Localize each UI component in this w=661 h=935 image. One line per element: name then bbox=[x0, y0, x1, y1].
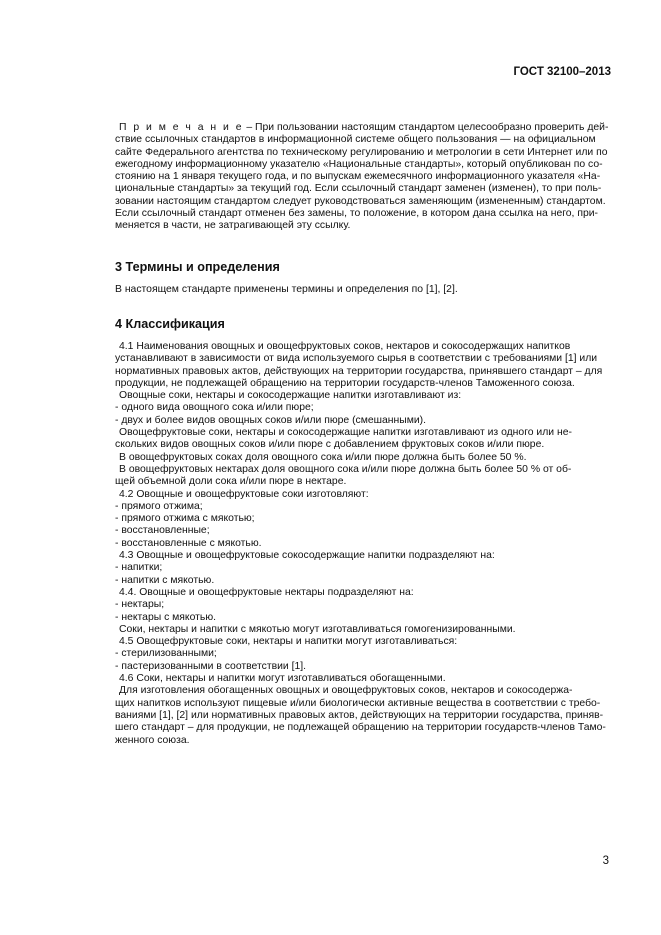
section-4-line: В овощефруктовых соках доля овощного сока и/или пюре должна быть более 50 %. bbox=[119, 451, 527, 463]
section-4-line: продукции, не подлежащей обращению на территории государств-членов Таможенного союза. bbox=[115, 377, 575, 389]
standard-header: ГОСТ 32100–2013 bbox=[513, 66, 611, 78]
note-line: ежегодному информационному указателю «Национальные стандарты», который опубликован по со- bbox=[115, 158, 603, 170]
section-4-line: В овощефруктовых нектарах доля овощного сока и/или пюре должна быть более 50 % от об- bbox=[119, 463, 572, 475]
section-4-heading: 4 Классификация bbox=[115, 317, 225, 331]
section-4-line: 4.6 Соки, нектары и напитки могут изготавливаться обогащенными. bbox=[119, 673, 446, 685]
section-4-line: - одного вида овощного сока и/или пюре; bbox=[115, 402, 314, 414]
section-4-line: ваниями [1], [2] или нормативных правовых актов, действующих на территории государства, приняв- bbox=[115, 709, 604, 721]
section-4-line: скольких видов овощных соков и/или пюре с добавлением фруктовых соков и/или пюре. bbox=[115, 439, 545, 451]
section-4-line: 4.5 Овощефруктовые соки, нектары и напитки могут изготавливаться: bbox=[119, 636, 458, 648]
section-3-heading: 3 Термины и определения bbox=[115, 260, 280, 274]
section-4-line: - пастеризованными в соответствии [1]. bbox=[115, 660, 307, 672]
section-4-line: - восстановленные; bbox=[115, 525, 210, 537]
section-4-line: шего стандарт – для продукции, не подлежащей обращению на территории государств-членов Тамо- bbox=[115, 722, 606, 734]
section-4-line: щих напитков используют пищевые и/или биологически активные вещества в соответствии с требо- bbox=[115, 697, 601, 709]
section-4-line: 4.4. Овощные и овощефруктовые нектары подразделяют на: bbox=[119, 586, 414, 598]
section-4-line: - двух и более видов овощных соков и/или пюре (смешанными). bbox=[115, 414, 427, 426]
section-4-line: Овощные соки, нектары и сокосодержащие напитки изготавливают из: bbox=[119, 390, 462, 402]
section-4-line: - напитки с мякотью. bbox=[115, 574, 215, 586]
section-4-line: Для изготовления обогащенных овощных и овощефруктовых соков, нектаров и сокосодержа- bbox=[119, 685, 573, 697]
section-4-line: - восстановленные с мякотью. bbox=[115, 537, 262, 549]
section-4-line: устанавливают в зависимости от вида используемого сырья в соответствии с требованиями [1] или bbox=[115, 353, 598, 365]
section-4-line: нормативных правовых актов, действующих на территории государства, принявшего стандарт – для bbox=[115, 365, 603, 377]
note-line: Если ссылочный стандарт отменен без замены, то положение, в котором дана ссылка на него, при- bbox=[115, 208, 599, 220]
note-line: зовании настоящим стандартом следует руководствоваться заменяющим (измененным) стандартом. bbox=[115, 195, 606, 207]
note-line: П р и м е ч а н и е – При пользовании настоящим стандартом целесообразно проверить дей- bbox=[119, 122, 609, 133]
section-4-line: - нектары с мякотью. bbox=[115, 611, 216, 623]
note-block bbox=[115, 122, 613, 233]
section-4-line: - нектары; bbox=[115, 599, 165, 611]
section-4-line: - стерилизованными; bbox=[115, 648, 217, 660]
section-3 bbox=[115, 260, 613, 296]
section-4-line: Соки, нектары и напитки с мякотью могут изготавливаться гомогенизированными. bbox=[119, 623, 516, 635]
section-3-text: В настоящем стандарте применены термины и определения по [1], [2]. bbox=[115, 284, 458, 295]
note-line: ствие ссылочных стандартов в информационной системе общего пользования — на официальном bbox=[115, 134, 596, 146]
page-number: 3 bbox=[602, 855, 609, 867]
section-4-line: - напитки; bbox=[115, 562, 163, 574]
note-line: меняется в части, не затрагивающей эту ссылку. bbox=[115, 220, 351, 232]
section-4-line: 4.3 Овощные и овощефруктовые сокосодержащие напитки подразделяют на: bbox=[119, 550, 495, 562]
section-4-line: 4.1 Наименования овощных и овощефруктовых соков, нектаров и сокосодержащих напитков bbox=[119, 341, 571, 352]
note-line: стоянию на 1 января текущего года, и по выпускам ежемесячного информационного указателя «На- bbox=[115, 171, 601, 183]
section-4-line: женного союза. bbox=[115, 734, 190, 746]
section-4-line: - прямого отжима с мякотью; bbox=[115, 513, 255, 525]
section-4-line: 4.2 Овощные и овощефруктовые соки изготовляют: bbox=[119, 488, 369, 500]
note-label: П р и м е ч а н и е bbox=[119, 122, 244, 133]
section-4-line: Овощефруктовые соки, нектары и сокосодержащие напитки изготавливают из одного или не- bbox=[119, 427, 572, 439]
section-4 bbox=[115, 317, 613, 747]
note-line: циональные стандарты» за текущий год. Если ссылочный стандарт заменен (изменен), то при поль- bbox=[115, 183, 602, 195]
note-line: сайте Федерального агентства по техническому регулированию и метрологии в сети Интернет или по bbox=[115, 146, 608, 158]
section-4-line: щей объемной доли сока и/или пюре в нектаре. bbox=[115, 476, 347, 488]
section-4-line: - прямого отжима; bbox=[115, 500, 203, 512]
